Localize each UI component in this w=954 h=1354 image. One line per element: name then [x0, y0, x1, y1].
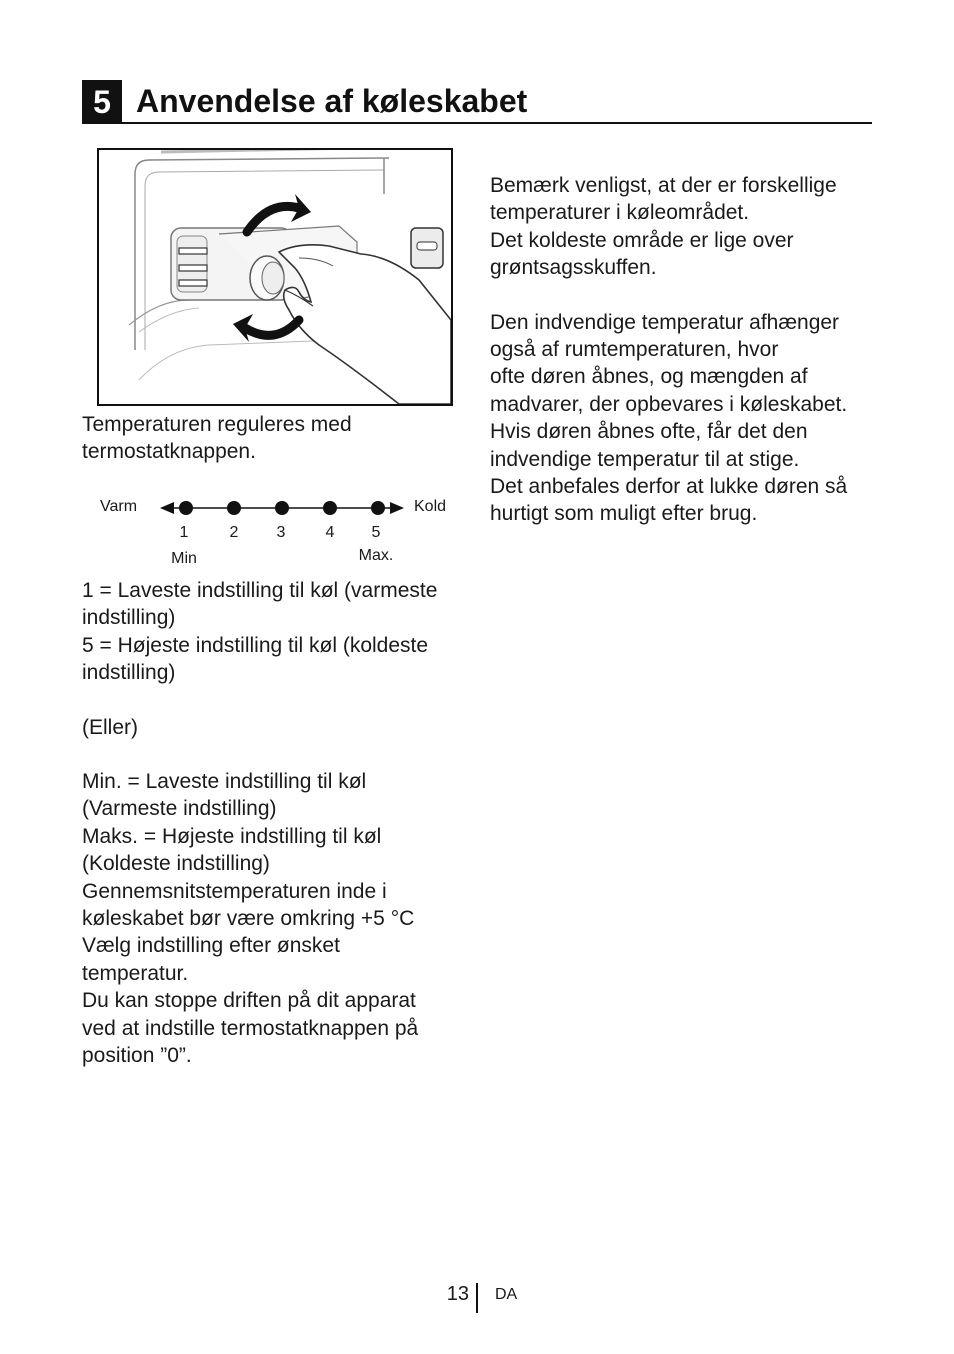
min-label: Min	[171, 550, 197, 567]
caption-line: termostatknappen.	[82, 440, 256, 464]
paragraph-gap	[82, 687, 462, 714]
text-line: indstilling)	[82, 606, 176, 630]
text-line: (Varmeste indstilling)	[82, 797, 277, 821]
scale-position-label: 4	[325, 524, 335, 541]
max-label: Max.	[358, 547, 394, 564]
footer-divider	[476, 1283, 478, 1313]
figure-caption	[82, 411, 452, 466]
text-line: Hvis døren åbnes ofte, får det den	[490, 420, 808, 444]
scale-dot-2	[227, 501, 241, 515]
text-line: (Eller)	[82, 715, 138, 739]
text-line: indvendige temperatur til at stige.	[490, 447, 800, 471]
text-line: indstilling)	[82, 661, 176, 685]
heading-rule	[122, 122, 872, 124]
hand-turning-thermostat-knob-illustration	[99, 150, 451, 404]
text-line: Gennemsnitstemperaturen inde i	[82, 879, 387, 903]
cold-label: Kold	[414, 498, 447, 515]
warm-label: Varm	[100, 498, 138, 515]
text-line: madvarer, der opbevares i køleskabet.	[490, 392, 848, 416]
text-line: Bemærk venligst, at der er forskellige	[490, 174, 837, 197]
text-line: hurtigt som muligt efter brug.	[490, 502, 758, 526]
thermostat-illustration	[97, 148, 453, 406]
right-arrow-icon	[390, 502, 404, 514]
text-line: køleskabet bør være omkring +5 °C	[82, 907, 415, 931]
scale-position-label: 2	[229, 524, 239, 541]
caption-line: Temperaturen reguleres med	[82, 413, 352, 436]
scale-dot-1	[179, 501, 193, 515]
scale-dot-4	[323, 501, 337, 515]
text-line: Maks. = Højeste indstilling til køl	[82, 824, 382, 848]
right-column-text	[490, 172, 890, 528]
text-line: grøntsagsskuffen.	[490, 256, 657, 280]
scale-position-label: 1	[179, 524, 189, 541]
text-line: ofte døren åbnes, og mængden af	[490, 365, 808, 389]
language-code: DA	[495, 1286, 518, 1303]
scale-position-label: 3	[276, 524, 286, 541]
text-line: position ”0”.	[82, 1044, 192, 1068]
text-line: temperatur.	[82, 961, 189, 985]
thermostat-scale	[82, 490, 462, 574]
text-line: temperaturer i køleområdet.	[490, 201, 750, 225]
section-number: 5	[82, 80, 122, 124]
text-line: Vælg indstilling efter ønsket	[82, 934, 340, 958]
left-arrow-icon	[160, 502, 174, 514]
left-column-text	[82, 577, 462, 1070]
paragraph-gap	[82, 741, 462, 768]
page-number: 13	[446, 1283, 469, 1305]
text-line: (Koldeste indstilling)	[82, 852, 270, 876]
text-line: Det anbefales derfor at lukke døren så	[490, 475, 848, 499]
scale-position-label: 5	[371, 524, 381, 541]
text-line: Det koldeste område er lige over	[490, 228, 794, 252]
text-line: Den indvendige temperatur afhænger	[490, 310, 840, 334]
text-line: 1 = Laveste indstilling til køl (varmeste	[82, 579, 438, 602]
text-line: 5 = Højeste indstilling til køl (koldeste	[82, 633, 429, 657]
text-line: ved at indstille termostatknappen på	[82, 1016, 419, 1040]
text-line: også af rumtemperaturen, hvor	[490, 338, 779, 362]
scale-dot-3	[275, 501, 289, 515]
paragraph-gap	[490, 282, 890, 309]
scale-dot-5	[371, 501, 385, 515]
section-title: Anvendelse af køleskabet	[136, 83, 528, 119]
text-line: Min. = Laveste indstilling til køl	[82, 770, 367, 794]
text-line: Du kan stoppe driften på dit apparat	[82, 989, 416, 1013]
